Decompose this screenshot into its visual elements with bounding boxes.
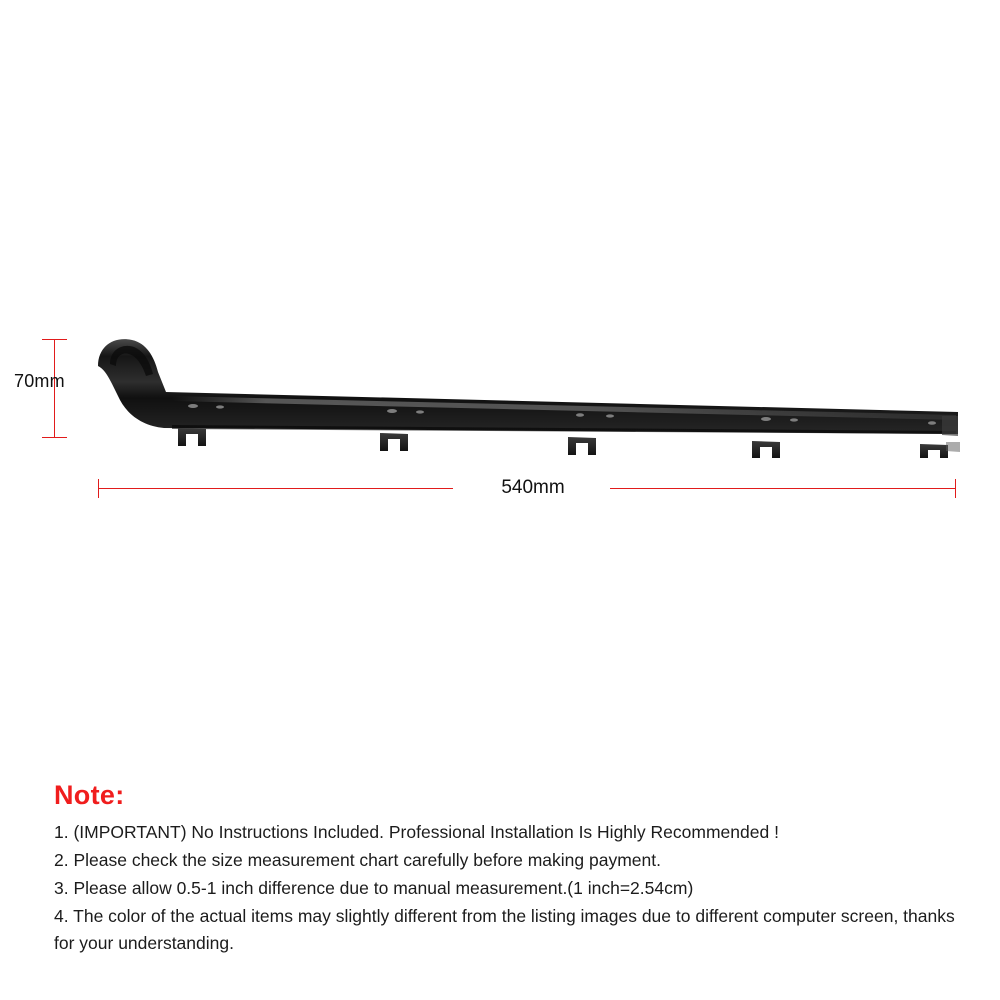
note-line-4: 4. The color of the actual items may slightly different from the listing images due to different computer screen, thanks for your understanding. bbox=[54, 906, 955, 953]
note-block bbox=[54, 780, 966, 958]
length-dimension-label: 540mm bbox=[501, 477, 565, 498]
note-line-1: 1. (IMPORTANT) No Instructions Included. Professional Installation Is Highly Recommended ! bbox=[54, 822, 779, 842]
note-title: Note: bbox=[54, 780, 125, 810]
length-dimension-line-left bbox=[98, 488, 453, 489]
note-line-3: 3. Please allow 0.5-1 inch difference due to manual measurement.(1 inch=2.54cm) bbox=[54, 878, 694, 898]
length-dimension-cap-right bbox=[955, 479, 956, 498]
length-dimension-line-right bbox=[610, 488, 955, 489]
door-sill-trim-part-image bbox=[80, 330, 960, 460]
note-line-2: 2. Please check the size measurement chart carefully before making payment. bbox=[54, 850, 661, 870]
height-dimension-label: 70mm bbox=[14, 371, 65, 391]
height-dimension-cap-bottom bbox=[42, 437, 67, 438]
